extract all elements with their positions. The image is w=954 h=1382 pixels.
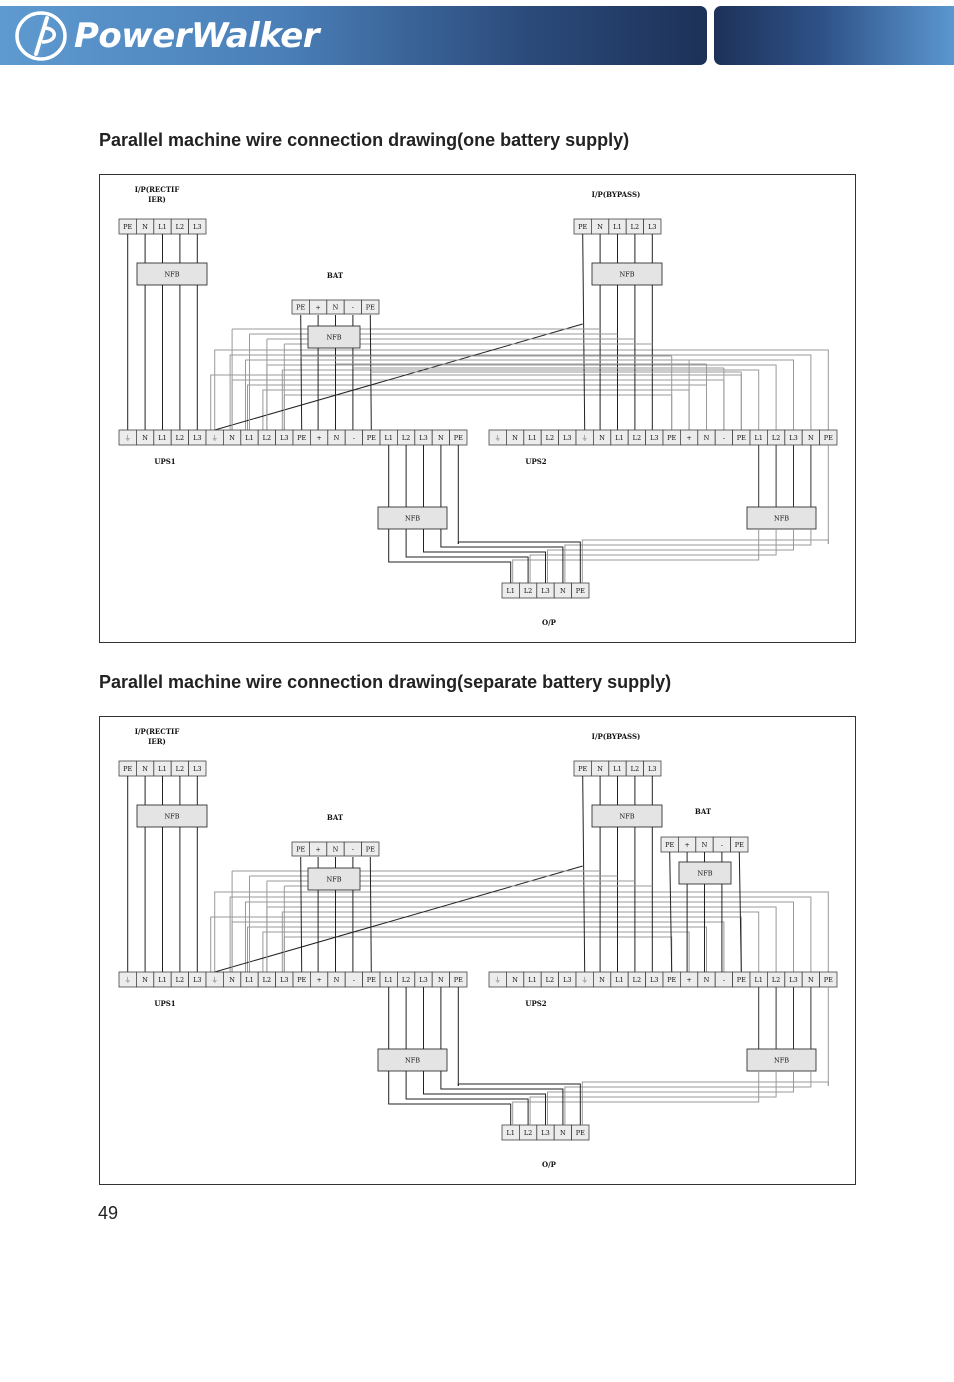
terminal-label: ⏚: [581, 434, 588, 442]
terminal-label: PE: [365, 303, 375, 312]
terminal-label: PE: [296, 303, 306, 312]
terminal-label: L1: [158, 434, 167, 442]
bypass-breaker: [592, 805, 662, 827]
terminal-label: L1: [506, 1129, 515, 1137]
terminal-label: L2: [545, 434, 555, 442]
terminal-label: L2: [630, 765, 640, 773]
terminal-label: ⏚: [124, 976, 131, 984]
terminal-label: PE: [366, 976, 376, 984]
rectifier-label-line2: IER): [148, 737, 166, 746]
terminal-label: L2: [401, 976, 411, 984]
terminal-label: L2: [771, 976, 781, 984]
terminal-label: N: [333, 434, 340, 442]
terminal-label: N: [142, 434, 148, 442]
terminal-label: L3: [280, 434, 289, 442]
section-title-one-battery: Parallel machine wire connection drawing(one battery supply): [99, 130, 630, 150]
terminal-label: PE: [366, 434, 376, 442]
terminal-label: L1: [245, 434, 254, 442]
terminal-label: -: [352, 434, 356, 442]
terminal-label: N: [597, 765, 603, 773]
battery-label: BAT: [326, 813, 344, 822]
bypass-breaker: [592, 263, 662, 285]
battery-label: BAT: [326, 271, 344, 280]
terminal-label: L2: [401, 434, 411, 442]
terminal-label: -: [720, 841, 724, 849]
rectifier-label-line1: I/P(RECTIF: [134, 185, 180, 194]
rectifier-label-line2: IER): [148, 195, 166, 204]
terminal-label: PE: [736, 976, 746, 984]
wiring-diagram-separate-battery: [99, 716, 856, 1185]
ups1-terminals: [119, 430, 467, 445]
terminal-label: L2: [262, 434, 272, 442]
terminal-label: L3: [650, 976, 659, 984]
terminal-label: N: [332, 303, 339, 312]
battery-2-terminals: [661, 837, 748, 852]
ups1-label: UPS1: [154, 999, 176, 1008]
ups1-terminals: [119, 972, 467, 987]
ups2-terminals: [489, 430, 837, 445]
breaker-label: NFB: [774, 514, 789, 523]
terminal-label: PE: [823, 434, 833, 442]
rectifier-input-terminals: [119, 219, 206, 234]
rectifier-breaker: [137, 263, 207, 285]
terminal-label: L1: [158, 765, 167, 773]
bypass-label: I/P(BYPASS): [591, 732, 641, 741]
battery-breaker: [308, 868, 360, 890]
terminal-label: N: [438, 976, 444, 984]
terminal-label: N: [512, 976, 518, 984]
terminal-label: L2: [175, 765, 185, 773]
terminal-label: +: [686, 434, 692, 442]
terminal-label: L3: [419, 434, 428, 442]
terminal-label: L2: [523, 1129, 533, 1137]
bypass-input-terminals: [574, 761, 661, 776]
terminal-label: L3: [280, 976, 289, 984]
terminal-label: L1: [158, 976, 167, 984]
rectifier-breaker: [137, 805, 207, 827]
terminal-label: PE: [665, 841, 675, 849]
terminal-label: L1: [615, 976, 624, 984]
terminal-label: N: [560, 1129, 566, 1137]
terminal-label: +: [315, 303, 321, 312]
battery-terminals: [292, 842, 379, 856]
breaker-label: NFB: [619, 812, 635, 821]
ups2-label: UPS2: [525, 999, 547, 1008]
terminal-label: N: [808, 434, 814, 442]
terminal-label: PE: [575, 587, 585, 595]
terminal-label: PE: [667, 976, 677, 984]
wiring-diagram-one-battery: [99, 174, 856, 643]
terminal-label: L1: [384, 976, 393, 984]
terminal-label: ⏚: [494, 976, 501, 984]
ups2-output-breaker: [747, 1049, 816, 1071]
battery-2-breaker: [679, 862, 731, 884]
terminal-label: N: [703, 976, 710, 984]
terminal-label: PE: [123, 765, 133, 773]
terminal-label: PE: [297, 976, 307, 984]
terminal-label: ⏚: [211, 434, 218, 442]
terminal-label: N: [332, 845, 339, 854]
terminal-label: L3: [193, 434, 202, 442]
terminal-label: N: [229, 976, 235, 984]
terminal-label: N: [808, 976, 814, 984]
terminal-label: L2: [632, 976, 642, 984]
terminal-label: +: [686, 976, 692, 984]
terminal-label: N: [229, 434, 235, 442]
terminal-label: L1: [245, 976, 254, 984]
terminal-label: -: [351, 303, 355, 312]
terminal-label: PE: [667, 434, 677, 442]
terminal-label: PE: [296, 845, 306, 854]
terminal-label: L1: [613, 765, 622, 773]
terminal-label: L2: [262, 976, 272, 984]
terminal-label: ⏚: [124, 434, 131, 442]
terminal-label: L2: [175, 223, 185, 231]
ups2-output-breaker: [747, 507, 816, 529]
breaker-label: NFB: [164, 812, 180, 821]
battery-2-label: BAT: [694, 807, 712, 816]
terminal-label: ⏚: [211, 976, 218, 984]
terminal-label: L3: [563, 976, 572, 984]
brand-name: PowerWalker: [74, 15, 320, 56]
terminal-label: N: [703, 434, 710, 442]
terminal-label: ⏚: [581, 976, 588, 984]
ups1-output-breaker: [378, 507, 447, 529]
terminal-label: L1: [158, 223, 167, 231]
terminal-label: L3: [650, 434, 659, 442]
output-terminals: [502, 583, 589, 598]
terminal-label: N: [438, 434, 444, 442]
breaker-label: NFB: [619, 270, 635, 279]
terminal-label: L2: [175, 434, 185, 442]
terminal-label: N: [142, 976, 148, 984]
terminal-label: PE: [578, 765, 588, 773]
terminal-label: L1: [528, 434, 537, 442]
terminal-label: PE: [575, 1129, 585, 1137]
terminal-label: L3: [789, 976, 798, 984]
terminal-label: L2: [523, 587, 533, 595]
terminal-label: L3: [193, 976, 202, 984]
rectifier-label-line1: I/P(RECTIF: [134, 727, 180, 736]
terminal-label: L3: [193, 223, 202, 231]
breaker-label: NFB: [774, 1056, 789, 1065]
terminal-label: L2: [175, 976, 185, 984]
breaker-label: NFB: [405, 514, 420, 523]
battery-terminals: [292, 300, 379, 314]
terminal-label: N: [701, 841, 708, 849]
header-band-side: [714, 6, 954, 65]
terminal-label: L2: [545, 976, 555, 984]
header-band: [0, 6, 707, 65]
output-terminals: [502, 1125, 589, 1140]
terminal-label: L3: [648, 765, 657, 773]
terminal-label: -: [722, 434, 726, 442]
output-label: O/P: [542, 1160, 556, 1169]
breaker-label: NFB: [326, 333, 342, 342]
terminal-label: L1: [615, 434, 624, 442]
terminal-label: +: [315, 845, 321, 854]
terminal-label: L1: [528, 976, 537, 984]
terminal-label: PE: [578, 223, 588, 231]
terminal-label: PE: [736, 434, 746, 442]
terminal-label: L1: [506, 587, 515, 595]
terminal-label: -: [722, 976, 726, 984]
terminal-label: L1: [384, 434, 393, 442]
terminal-label: L3: [541, 587, 550, 595]
breaker-label: NFB: [405, 1056, 420, 1065]
breaker-label: NFB: [326, 875, 342, 884]
terminal-label: N: [597, 223, 603, 231]
section-title-separate-battery: Parallel machine wire connection drawing(separate battery supply): [99, 672, 672, 692]
bypass-label: I/P(BYPASS): [591, 190, 641, 199]
terminal-label: ⏚: [494, 434, 501, 442]
diagram-frame: [100, 717, 856, 1185]
terminal-label: N: [512, 434, 518, 442]
breaker-label: NFB: [164, 270, 180, 279]
terminal-label: N: [142, 765, 148, 773]
terminal-label: L2: [632, 434, 642, 442]
terminal-label: L3: [419, 976, 428, 984]
diagram-frame: [100, 175, 856, 643]
terminal-label: L3: [193, 765, 202, 773]
terminal-label: L3: [648, 223, 657, 231]
terminal-label: +: [316, 434, 322, 442]
output-label: O/P: [542, 618, 556, 627]
terminal-label: PE: [734, 841, 744, 849]
terminal-label: +: [316, 976, 322, 984]
bypass-input-terminals: [574, 219, 661, 234]
terminal-label: L3: [541, 1129, 550, 1137]
terminal-label: PE: [453, 434, 463, 442]
terminal-label: PE: [365, 845, 375, 854]
terminal-label: L1: [754, 976, 763, 984]
terminal-label: L2: [630, 223, 640, 231]
battery-breaker: [308, 326, 360, 348]
terminal-label: N: [142, 223, 148, 231]
terminal-label: N: [560, 587, 566, 595]
power-icon: [14, 10, 70, 62]
terminal-label: N: [333, 976, 340, 984]
terminal-label: L3: [563, 434, 572, 442]
terminal-label: L3: [789, 434, 798, 442]
terminal-label: +: [684, 841, 690, 849]
terminal-label: -: [352, 976, 356, 984]
terminal-label: PE: [453, 976, 463, 984]
terminal-label: -: [351, 845, 355, 854]
page-header: [0, 6, 954, 65]
breaker-label: NFB: [697, 869, 713, 878]
page-number: 49: [98, 1203, 119, 1223]
ups1-output-breaker: [378, 1049, 447, 1071]
rectifier-input-terminals: [119, 761, 206, 776]
ups1-label: UPS1: [154, 457, 176, 466]
terminal-label: N: [599, 434, 605, 442]
terminal-label: PE: [123, 223, 133, 231]
terminal-label: PE: [823, 976, 833, 984]
terminal-label: L2: [771, 434, 781, 442]
ups2-terminals: [489, 972, 837, 987]
terminal-label: L1: [754, 434, 763, 442]
terminal-label: N: [599, 976, 605, 984]
terminal-label: L1: [613, 223, 622, 231]
terminal-label: PE: [297, 434, 307, 442]
ups2-label: UPS2: [525, 457, 547, 466]
brand-logo: [14, 8, 319, 63]
